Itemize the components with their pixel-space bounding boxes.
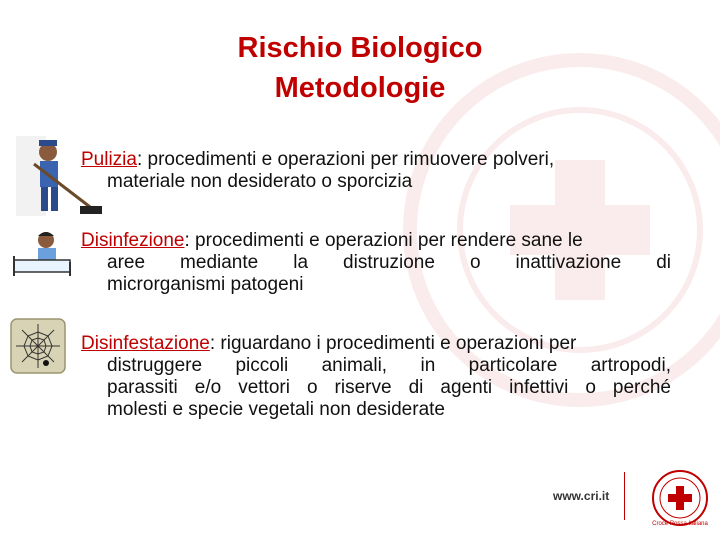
org-name: Croce Rossa Italiana	[652, 521, 708, 527]
item-disinfestazione	[81, 333, 671, 421]
slide-subtitle: Metodologie	[274, 72, 446, 104]
item-pulizia	[81, 149, 671, 193]
item-text: parassiti e/o vettori o riserve di agenti infettivi o perché	[107, 377, 671, 398]
spider-web-icon	[10, 318, 66, 374]
footer-divider	[624, 472, 625, 520]
slide-title: Rischio Biologico	[237, 32, 483, 64]
footer-url[interactable]: www.cri.it	[553, 489, 610, 503]
item-text: : procedimenti e operazioni per rimuovere polveri,	[136, 149, 555, 170]
person-in-bed-icon	[10, 228, 72, 278]
item-text: : riguardano i procedimenti e operazioni per	[209, 333, 577, 354]
item-text: distruggere piccoli animali, in particolare artropodi,	[107, 355, 671, 376]
item-text: : procedimenti e operazioni per rendere sane le	[184, 230, 583, 251]
item-text: aree mediante la distruzione o inattivazione di	[107, 252, 671, 273]
item-text: materiale non desiderato o sporcizia	[107, 171, 413, 192]
term-pulizia: Pulizia	[81, 149, 137, 170]
item-disinfezione	[81, 230, 671, 296]
term-disinfezione: Disinfezione	[81, 230, 185, 251]
term-disinfestazione: Disinfestazione	[81, 333, 210, 354]
red-cross-logo-icon	[651, 469, 709, 527]
item-text: microrganismi patogeni	[107, 274, 304, 295]
item-text: molesti e specie vegetali non desiderate	[107, 399, 445, 420]
